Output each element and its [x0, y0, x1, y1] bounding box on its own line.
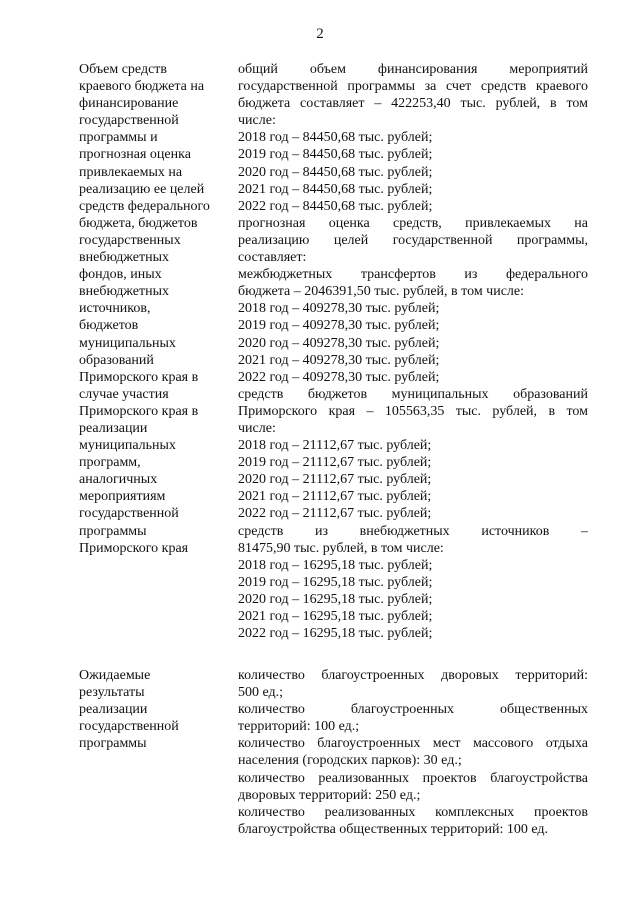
- funding-label-line: внебюджетных: [79, 250, 170, 266]
- funding-value-line: 2020 год – 21112,67 тыс. рублей;: [238, 472, 432, 488]
- results-value-line: количество реализованных комплексных проектов: [238, 804, 588, 820]
- funding-value-line: 81475,90 тыс. рублей, в том числе:: [238, 540, 444, 556]
- funding-label-line: программы и: [79, 130, 158, 146]
- results-label-line: результаты: [79, 685, 145, 701]
- funding-value-line: 2020 год – 409278,30 тыс. рублей;: [238, 335, 440, 351]
- funding-label-line: Приморского края в: [79, 403, 199, 419]
- funding-value-line: 2020 год – 84450,68 тыс. рублей;: [238, 164, 433, 180]
- funding-label-line: реализацию ее целей: [79, 181, 205, 197]
- funding-label-line: случае участия: [79, 386, 169, 402]
- funding-label-line: финансирование: [79, 96, 179, 112]
- funding-label-line: образований: [79, 352, 154, 368]
- funding-label-line: бюджета, бюджетов: [79, 215, 198, 231]
- funding-value-line: 2018 год – 16295,18 тыс. рублей;: [238, 557, 433, 573]
- funding-value-line: 2019 год – 21112,67 тыс. рублей;: [238, 455, 432, 471]
- funding-label-line: программы: [79, 523, 147, 539]
- funding-value-line: реализацию целей государственной программы,: [238, 232, 588, 248]
- funding-value-line: средств бюджетов муниципальных образований: [238, 386, 588, 402]
- page-number: 2: [316, 26, 324, 42]
- funding-label-line: прогнозная оценка: [79, 147, 191, 163]
- funding-label-line: государственной: [79, 113, 179, 129]
- funding-value-line: числе:: [238, 420, 276, 436]
- funding-label-line: фондов, иных: [79, 267, 162, 283]
- funding-value-line: 2019 год – 16295,18 тыс. рублей;: [238, 574, 433, 590]
- results-value-line: количество благоустроенных общественных: [238, 702, 588, 718]
- results-label-line: государственной: [79, 719, 179, 735]
- funding-value-line: 2018 год – 84450,68 тыс. рублей;: [238, 130, 433, 146]
- funding-value-line: составляет:: [238, 250, 307, 266]
- results-value: [238, 667, 588, 838]
- funding-label-line: краевого бюджета на: [79, 79, 205, 95]
- funding-label-line: мероприятиям: [79, 489, 166, 505]
- funding-value-line: 2019 год – 409278,30 тыс. рублей;: [238, 318, 440, 334]
- funding-value-line: Приморского края – 105563,35 тыс. рублей, в том: [238, 403, 588, 419]
- funding-value-line: 2021 год – 409278,30 тыс. рублей;: [238, 352, 440, 368]
- funding-value-line: общий объем финансирования мероприятий: [238, 62, 588, 77]
- funding-label-line: муниципальных: [79, 438, 176, 454]
- funding-label-line: государственных: [79, 232, 181, 248]
- funding-value-line: 2020 год – 16295,18 тыс. рублей;: [238, 591, 433, 607]
- funding-value-line: 2021 год – 84450,68 тыс. рублей;: [238, 181, 433, 197]
- funding-value-line: межбюджетных трансфертов из федерального: [238, 267, 588, 283]
- funding-value-line: прогнозная оценка средств, привлекаемых на: [238, 215, 588, 231]
- results-label-line: программы: [79, 736, 147, 752]
- funding-value-line: 2022 год – 21112,67 тыс. рублей;: [238, 506, 432, 522]
- results-label-line: реализации: [79, 702, 148, 718]
- funding-label-line: программ,: [79, 455, 141, 471]
- funding-label: [79, 61, 229, 557]
- results-value-line: населения (городских парков): 30 ед.;: [238, 753, 462, 769]
- funding-label-line: муниципальных: [79, 335, 176, 351]
- results-value-line: дворовых территорий: 250 ед.;: [238, 787, 421, 803]
- funding-value-line: 2022 год – 409278,30 тыс. рублей;: [238, 369, 440, 385]
- funding-value-line: числе:: [238, 113, 276, 129]
- funding-label-line: Приморского края в: [79, 369, 199, 385]
- results-value-line: территорий: 100 ед.;: [238, 719, 360, 735]
- results-label: [79, 667, 229, 752]
- funding-label-line: Объем средств: [79, 62, 168, 77]
- funding-label-line: государственной: [79, 506, 179, 522]
- funding-label-line: бюджетов: [79, 318, 139, 334]
- funding-label-line: аналогичных: [79, 472, 158, 488]
- funding-label-line: внебюджетных: [79, 284, 170, 300]
- funding-label-line: реализации: [79, 420, 148, 436]
- results-label-line: Ожидаемые: [79, 668, 151, 683]
- funding-label-line: Приморского края: [79, 540, 189, 556]
- funding-value-line: 2021 год – 16295,18 тыс. рублей;: [238, 609, 433, 624]
- funding-value-line: 2021 год – 21112,67 тыс. рублей;: [238, 489, 432, 505]
- funding-label-line: привлекаемых на: [79, 164, 183, 180]
- results-value-line: количество реализованных проектов благоустройства: [238, 770, 588, 786]
- results-value-line: благоустройства общественных территорий: 100 ед.: [238, 821, 549, 837]
- funding-value-line: 2022 год – 16295,18 тыс. рублей;: [238, 626, 433, 642]
- funding-value: [238, 61, 588, 642]
- results-value-line: количество благоустроенных дворовых территорий:: [238, 668, 588, 683]
- funding-value-line: 2018 год – 21112,67 тыс. рублей;: [238, 438, 432, 454]
- funding-value-line: 2022 год – 84450,68 тыс. рублей;: [238, 198, 433, 214]
- funding-value-line: 2019 год – 84450,68 тыс. рублей;: [238, 147, 433, 163]
- funding-value-line: бюджета – 2046391,50 тыс. рублей, в том числе:: [238, 284, 525, 300]
- funding-label-line: средств федерального: [79, 198, 210, 214]
- funding-value-line: государственной программы за счет средств краевого: [238, 79, 588, 95]
- results-value-line: 500 ед.;: [238, 685, 284, 701]
- results-value-line: количество благоустроенных мест массового отдыха: [238, 736, 588, 752]
- funding-value-line: средств из внебюджетных источников –: [238, 523, 588, 539]
- funding-value-line: бюджета составляет – 422253,40 тыс. рублей, в том: [238, 96, 588, 112]
- funding-label-line: источников,: [79, 301, 151, 317]
- funding-value-line: 2018 год – 409278,30 тыс. рублей;: [238, 301, 440, 317]
